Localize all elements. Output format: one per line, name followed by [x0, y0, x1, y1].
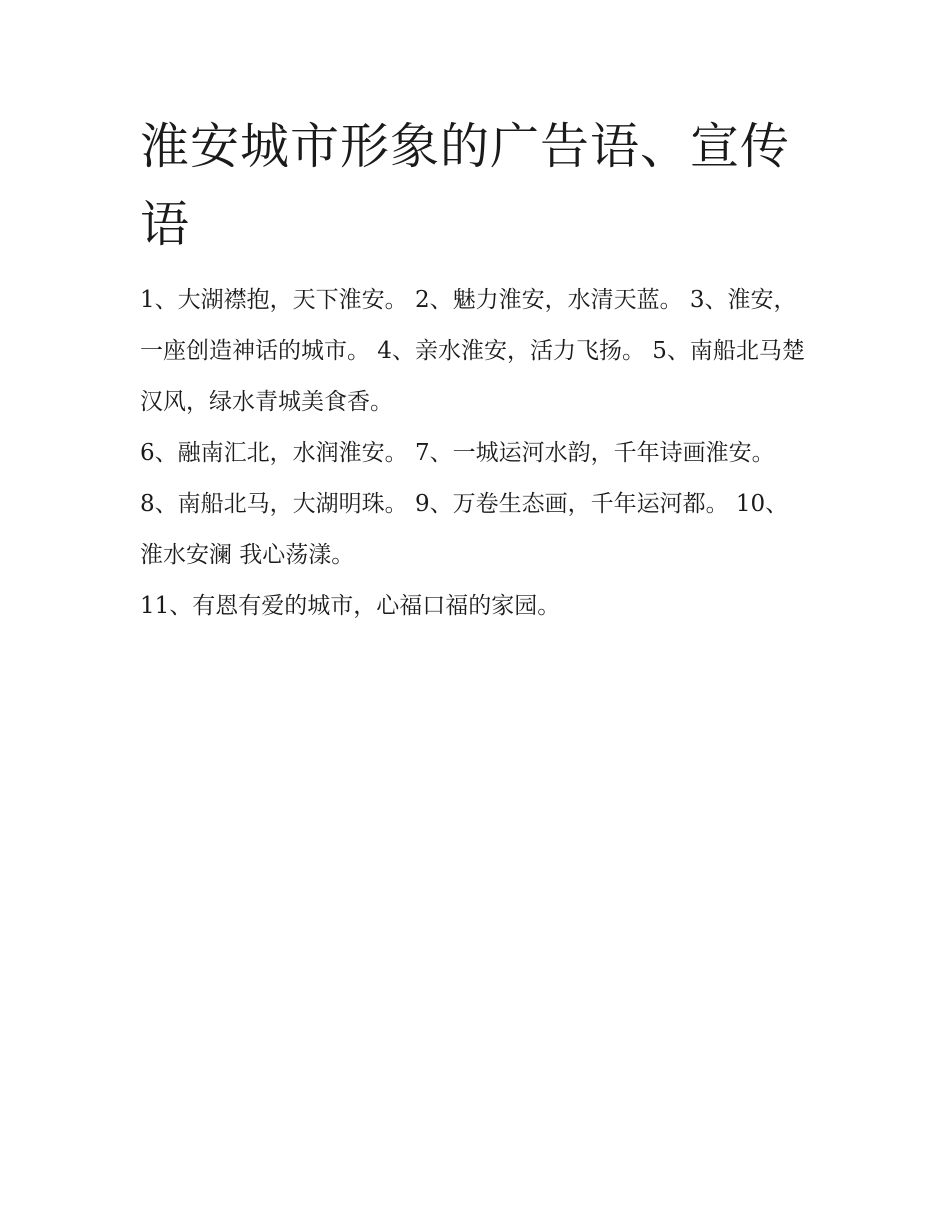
document-body [140, 275, 805, 632]
paragraph-slogan-11: 11、有恩有爱的城市，心福口福的家园。 [140, 593, 561, 619]
paragraph-slogans-6-10: 6、融南汇北，水润淮安。 7、一城运河水韵，千年诗画淮安。 8、南船北马，大湖明珠。 9、万卷生态画，千年运河都。 10、淮水安澜 我心荡漾。 [140, 440, 789, 568]
paragraph-slogans-1-5: 1、大湖襟抱，天下淮安。 2、魅力淮安，水清天蓝。 3、淮安，一座创造神话的城市。 4、亲水淮安，活力飞扬。 5、南船北马楚汉风，绿水青城美食香。 [140, 287, 805, 415]
document-title: 淮安城市形象的广告语、宣传语 [140, 118, 791, 253]
